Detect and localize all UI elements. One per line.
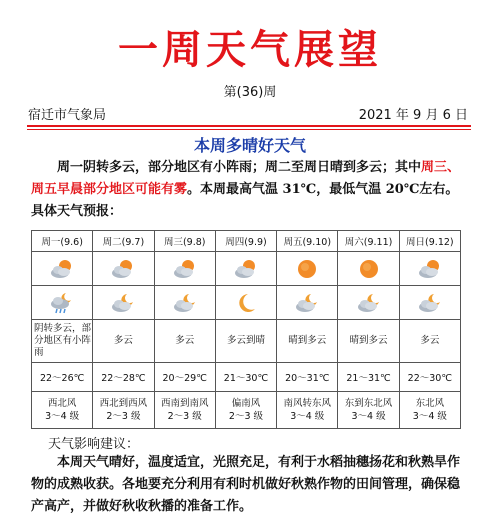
meta-row [28,104,468,124]
partly-cloudy-night-icon [356,292,382,314]
forecast-temperature: 22～30℃ [399,363,460,392]
forecast-description: 多云 [154,320,215,363]
forecast-description: 晴到多云 [277,320,338,363]
forecast-description: 多云 [399,320,460,363]
forecast-wind-direction: 西北风 [47,398,77,409]
forecast-desc-row [32,320,461,363]
partly-cloudy-night-icon [172,292,198,314]
forecast-wind-direction: 偏南风 [231,398,261,409]
issue-number: 第(36)周 [223,85,277,100]
forecast-day-label: 周五(9.10) [277,231,338,252]
header-rule-thin [27,129,471,130]
forecast-day-label: 周一(9.6) [32,231,93,252]
forecast-wind-direction: 东到东北风 [344,398,393,409]
forecast-day-icon-row [32,252,461,286]
forecast-wind-level: 2～3 级 [228,411,264,422]
forecast-temperature: 21～31℃ [338,363,399,392]
partly-cloudy-night-icon [417,292,443,314]
forecast-description: 晴到多云 [338,320,399,363]
forecast-day-icon-cell [399,252,460,286]
forecast-night-icon-cell [399,286,460,320]
forecast-wind-level: 3～4 级 [351,411,386,422]
forecast-wind-cell [215,392,276,429]
forecast-description: 多云到晴 [215,320,276,363]
advice-paragraph [31,452,467,518]
issue-date: 2021 年 9 月 6 日 [358,108,468,123]
partly-cloudy-night-icon [294,292,320,314]
sun-icon [294,258,320,280]
forecast-temperature: 20～31℃ [277,363,338,392]
forecast-night-icon-cell [32,286,93,320]
forecast-wind-level: 3～4 级 [45,411,80,422]
forecast-day-icon-cell [215,252,276,286]
forecast-day-label: 周日(9.12) [399,231,460,252]
forecast-wind-cell [277,392,338,429]
forecast-wind-level: 2～3 级 [167,411,202,422]
sun-icon [356,258,382,280]
forecast-wind-cell [32,392,93,429]
forecast-day-icon-cell [93,252,154,286]
forecast-day-label: 周三(9.8) [154,231,215,252]
headline: 本周多晴好天气 [193,136,306,155]
summary-paragraph [31,157,471,223]
partly-cloudy-icon [110,258,136,280]
partly-cloudy-icon [233,258,259,280]
forecast-wind-cell [154,392,215,429]
advice-text: 本周天气晴好，温度适宜，光照充足，有利于水稻抽穗扬花和秋熟旱作物的成熟收获。各地要充分利用有利时机做好秋熟作物的田间管理，确保稳产高产，并做好秋收秋播的准备工作。 [31,455,461,514]
forecast-day-label: 周六(9.11) [338,231,399,252]
header-rule-thick [27,125,471,127]
forecast-wind-direction: 南风转东风 [283,398,332,409]
forecast-temp-row [32,363,461,392]
forecast-night-icon-cell [154,286,215,320]
forecast-table [31,230,461,429]
advice-label: 天气影响建议： [48,437,140,452]
forecast-wind-level: 3～4 级 [412,411,447,422]
partly-cloudy-icon [49,258,75,280]
report-title: 一周天气展望 [118,26,382,73]
forecast-wind-direction: 西北到西风 [99,398,148,409]
forecast-night-icon-row [32,286,461,320]
forecast-day-icon-cell [338,252,399,286]
forecast-day-icon-cell [32,252,93,286]
forecast-day-row [32,231,461,252]
forecast-day-label: 周二(9.7) [93,231,154,252]
forecast-wind-row [32,392,461,429]
forecast-wind-cell [399,392,460,429]
forecast-wind-level: 3～4 级 [290,411,325,422]
forecast-day-label: 周四(9.9) [215,231,276,252]
forecast-description: 阴转多云，部分地区有小阵雨 [32,320,93,363]
forecast-temperature: 21～30℃ [215,363,276,392]
cloud-rain-moon-icon [49,292,75,314]
summary-text-fog: 周三、周五早晨部分地区可能有雾 [31,160,461,197]
forecast-wind-cell [338,392,399,429]
forecast-wind-direction: 东北风 [415,398,445,409]
forecast-night-icon-cell [215,286,276,320]
moon-icon [233,292,259,314]
partly-cloudy-icon [417,258,443,280]
forecast-night-icon-cell [338,286,399,320]
summary-text-2: 。本周最高气温 31℃，最低气温 20℃左右。具体天气预报： [31,182,459,219]
forecast-night-icon-cell [93,286,154,320]
summary-text-1: 周一阴转多云，部分地区有小阵雨；周二至周日晴到多云；其中 [57,160,422,175]
forecast-temperature: 22～26℃ [32,363,93,392]
agency-name: 宿迁市气象局 [28,108,107,123]
forecast-day-icon-cell [154,252,215,286]
forecast-wind-cell [93,392,154,429]
forecast-temperature: 20～29℃ [154,363,215,392]
forecast-night-icon-cell [277,286,338,320]
forecast-temperature: 22～28℃ [93,363,154,392]
partly-cloudy-night-icon [110,292,136,314]
forecast-description: 多云 [93,320,154,363]
forecast-wind-direction: 西南到南风 [160,398,209,409]
forecast-wind-level: 2～3 级 [106,411,141,422]
forecast-day-icon-cell [277,252,338,286]
partly-cloudy-icon [172,258,198,280]
